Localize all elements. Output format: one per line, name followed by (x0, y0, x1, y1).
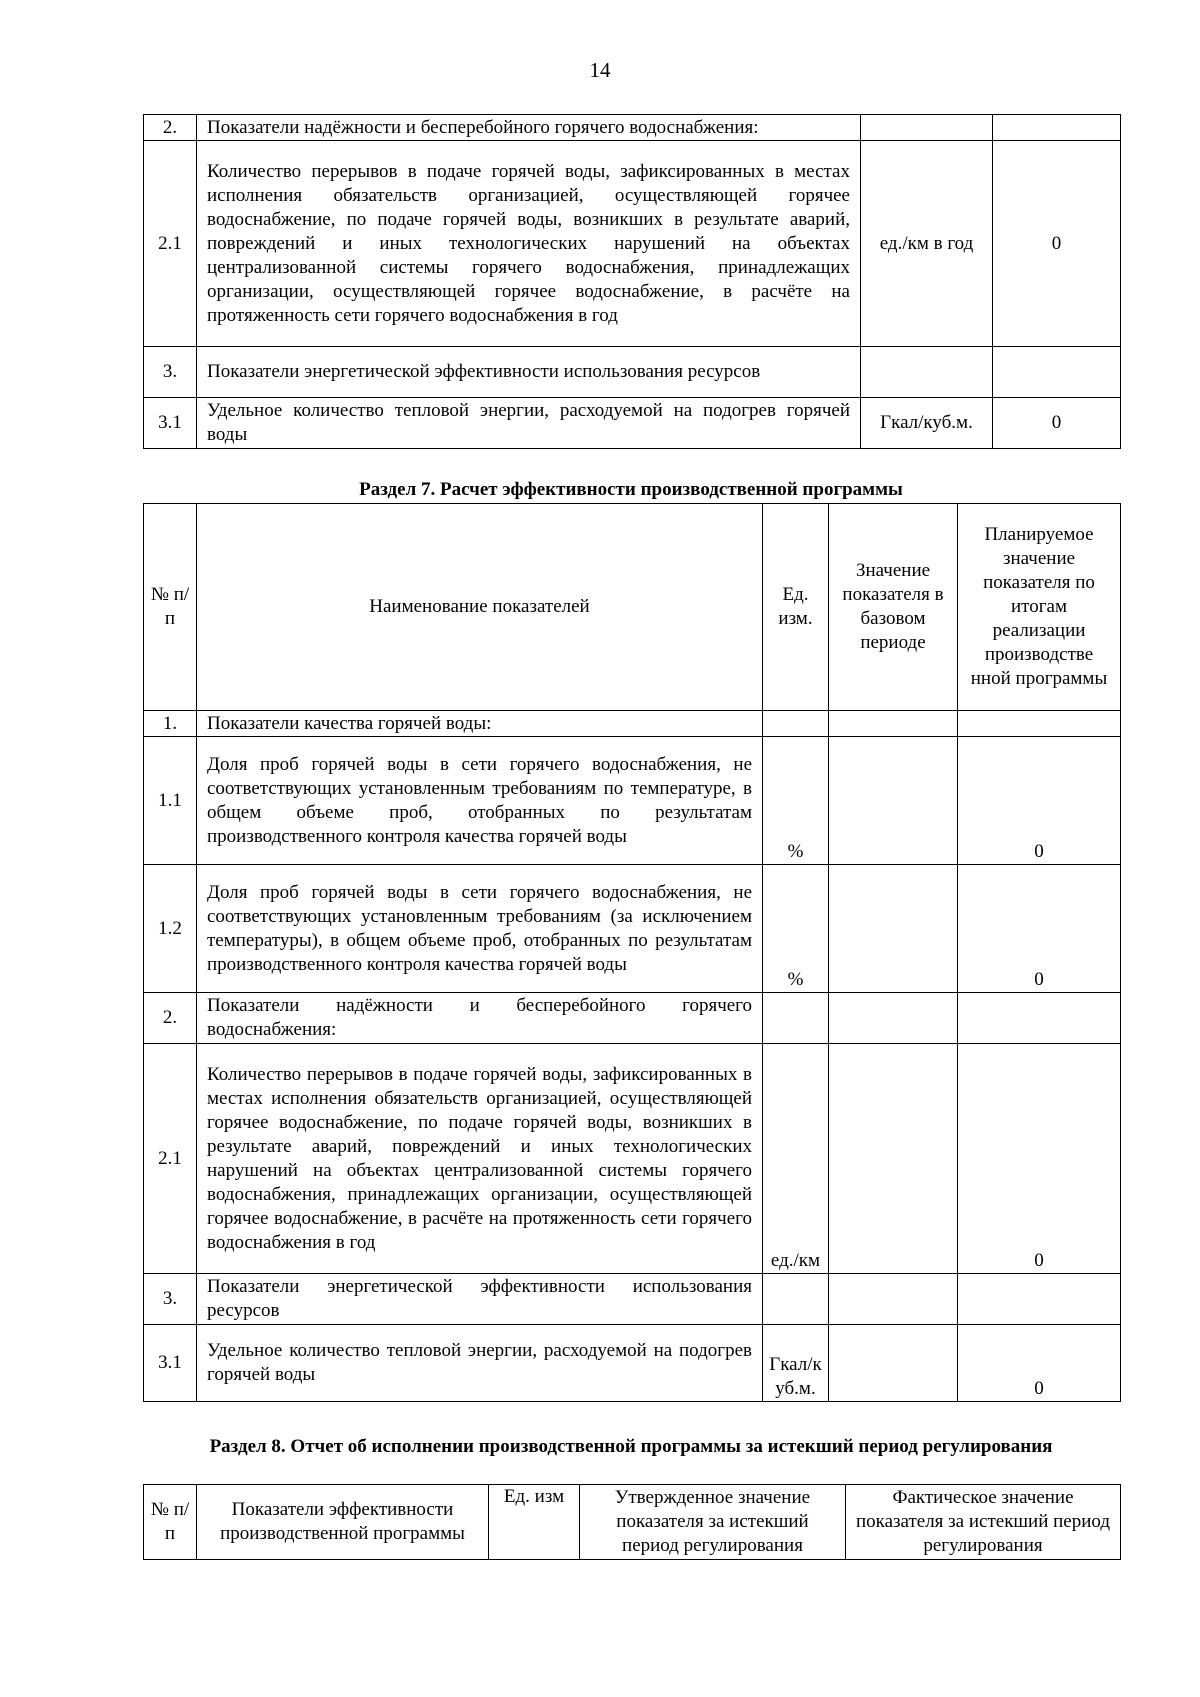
row-number: 3. (144, 347, 197, 398)
table-row (144, 865, 1121, 993)
header-unit: Ед. изм (489, 1485, 580, 1560)
row-unit: % (763, 865, 829, 993)
row-name: Показатели надёжности и бесперебойного горячего водоснабжения: (197, 993, 763, 1044)
table-row (144, 347, 1121, 398)
row-base (829, 711, 958, 737)
row-planned (958, 993, 1121, 1044)
row-planned: 0 (958, 737, 1121, 865)
row-unit: % (763, 737, 829, 865)
row-unit: ед./км в год (861, 141, 993, 347)
row-base (829, 1044, 958, 1274)
row-number: 2.1 (144, 1044, 197, 1274)
row-unit (861, 115, 993, 141)
table-row (144, 1274, 1121, 1325)
header-name: Показатели эффективности производственной программы (197, 1485, 489, 1560)
page-number: 14 (589, 58, 611, 82)
row-unit (763, 993, 829, 1044)
row-name: Показатели энергетической эффективности использования ресурсов (197, 1274, 763, 1325)
header-approved-value: Утвержденное значение показателя за истекший период регулирования (580, 1485, 846, 1560)
row-number: 1.1 (144, 737, 197, 865)
row-name: Показатели качества горячей воды: (197, 711, 763, 737)
row-unit: Гкал/куб.м. (763, 1325, 829, 1402)
section-7-table (143, 503, 1121, 1402)
row-name: Количество перерывов в подаче горячей воды, зафиксированных в местах исполнения обязательств организацией, осуществляющей горячее водоснабжение, по подаче горячей воды, возникших в результате аварий, повреждений и иных технологических нарушений на объектах централизованной системы горячего водоснабжения, принадлежащих организации, осуществляющей горячее водоснабжение, в расчёте на протяженность сети горячего водоснабжения в год (197, 141, 861, 347)
row-number: 1. (144, 711, 197, 737)
row-name: Количество перерывов в подаче горячей воды, зафиксированных в местах исполнения обязательств организацией, осуществляющей горячее водоснабжение, по подаче горячей воды, возникших в результате аварий, повреждений и иных технологических нарушений на объектах централизованной системы горячего водоснабжения, принадлежащих организации, осуществляющей горячее водоснабжение, в расчёте на протяженность сети горячего водоснабжения в год (197, 1044, 763, 1274)
row-base (829, 865, 958, 993)
row-value (993, 115, 1121, 141)
row-base (829, 737, 958, 865)
row-planned: 0 (958, 865, 1121, 993)
table-header-row (144, 1485, 1121, 1560)
row-name: Удельное количество тепловой энергии, расходуемой на подогрев горячей воды (197, 1325, 763, 1402)
section-8-title: Раздел 8. Отчет об исполнении производственной программы за истекший период регулирования (209, 1436, 1053, 1457)
table-row (144, 993, 1121, 1044)
section-7-title: Раздел 7. Расчет эффективности производственной программы (359, 479, 903, 500)
row-number: 1.2 (144, 865, 197, 993)
table-header-row (144, 504, 1121, 711)
header-base-value: Значение показателя в базовом периоде (829, 504, 958, 711)
row-number: 3.1 (144, 1325, 197, 1402)
table-row (144, 737, 1121, 865)
row-name: Доля проб горячей воды в сети горячего водоснабжения, не соответствующих установленным требованиям по температуре, в общем объеме проб, отобранных по результатам производственного контроля качества горячей воды (197, 737, 763, 865)
row-number: 2.1 (144, 141, 197, 347)
row-value (993, 347, 1121, 398)
header-num: № п/п (144, 504, 197, 711)
table-row (144, 141, 1121, 347)
header-actual-value: Фактическое значение показателя за истекший период регулирования (846, 1485, 1121, 1560)
row-unit: Гкал/куб.м. (861, 398, 993, 449)
row-number: 3.1 (144, 398, 197, 449)
section-8-table (143, 1484, 1121, 1560)
row-unit (763, 1274, 829, 1325)
header-name: Наименование показателей (197, 504, 763, 711)
table-row (144, 1044, 1121, 1274)
row-name: Показатели энергетической эффективности использования ресурсов (197, 347, 861, 398)
row-number: 2. (144, 993, 197, 1044)
row-value: 0 (993, 398, 1121, 449)
row-unit: ед./км (763, 1044, 829, 1274)
table-row (144, 115, 1121, 141)
table-row (144, 711, 1121, 737)
table-row (144, 398, 1121, 449)
row-base (829, 993, 958, 1044)
row-planned (958, 711, 1121, 737)
row-number: 2. (144, 115, 197, 141)
row-unit (763, 711, 829, 737)
row-name: Показатели надёжности и бесперебойного горячего водоснабжения: (197, 115, 861, 141)
table-row (144, 1325, 1121, 1402)
header-planned-value: Планируемое значение показателя по итогам реализации производстве нной программы (958, 504, 1121, 711)
row-unit (861, 347, 993, 398)
row-planned: 0 (958, 1044, 1121, 1274)
continuation-table (143, 114, 1121, 449)
row-value: 0 (993, 141, 1121, 347)
header-num: № п/п (144, 1485, 197, 1560)
row-number: 3. (144, 1274, 197, 1325)
row-base (829, 1325, 958, 1402)
row-planned (958, 1274, 1121, 1325)
row-name: Удельное количество тепловой энергии, расходуемой на подогрев горячей воды (197, 398, 861, 449)
header-unit: Ед. изм. (763, 504, 829, 711)
row-name: Доля проб горячей воды в сети горячего водоснабжения, не соответствующих установленным требованиям (за исключением температуры), в общем объеме проб, отобранных по результатам производственного контроля качества горячей воды (197, 865, 763, 993)
row-planned: 0 (958, 1325, 1121, 1402)
row-base (829, 1274, 958, 1325)
